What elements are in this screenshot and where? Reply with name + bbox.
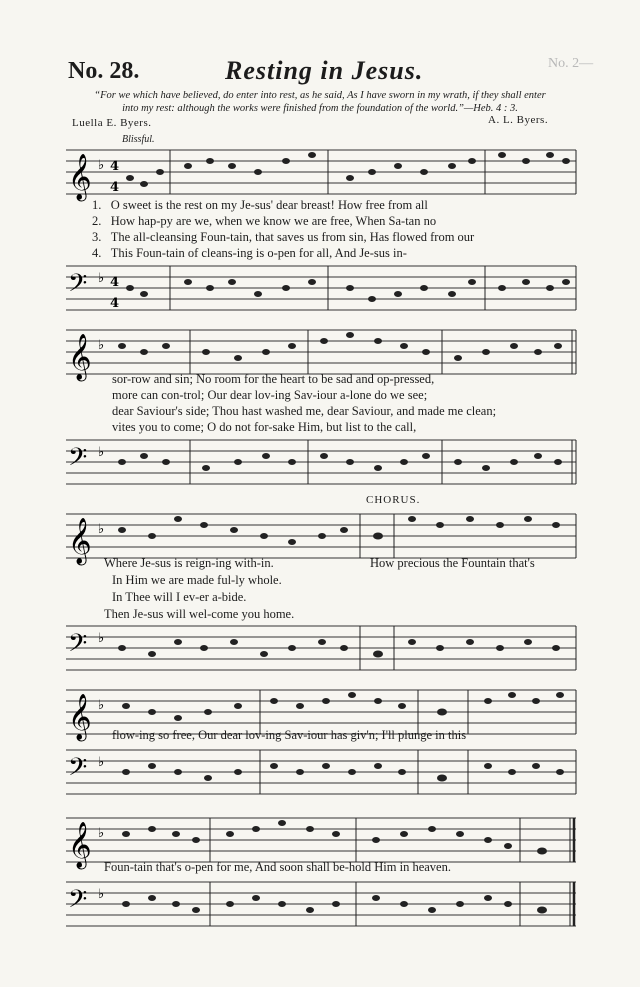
svg-text:𝄞: 𝄞 bbox=[68, 154, 92, 200]
svg-text:𝄢: 𝄢 bbox=[68, 753, 88, 788]
tempo-marking: Blissful. bbox=[122, 134, 155, 145]
svg-text:𝄢: 𝄢 bbox=[68, 443, 88, 478]
scripture-quote: “For we which have believed, do enter into rest, as he said, As I have sworn in my wrath, if they shall enter into my rest: although the works were finished from the foundation of the world.”—Heb. 4 : 3. bbox=[94, 90, 546, 114]
svg-text:♭: ♭ bbox=[98, 631, 105, 646]
svg-text:♭: ♭ bbox=[98, 826, 105, 841]
verse-1-line-1: 1. O sweet is the rest on my Je-sus' dear breast! How free from all bbox=[92, 198, 428, 212]
next-hymn-bleedthrough: No. 2— bbox=[548, 56, 594, 71]
svg-text:♭: ♭ bbox=[98, 338, 105, 353]
chorus-line-1: How precious the Fountain that's bbox=[370, 556, 535, 570]
svg-text:𝄞: 𝄞 bbox=[68, 334, 92, 380]
svg-text:4: 4 bbox=[110, 180, 120, 195]
hymn-title: Resting in Jesus. bbox=[225, 56, 424, 85]
svg-text:♭: ♭ bbox=[98, 698, 105, 713]
svg-text:♭: ♭ bbox=[98, 445, 105, 460]
bass-staff-system-1 bbox=[60, 258, 580, 320]
svg-text:♭: ♭ bbox=[98, 755, 105, 770]
treble-staff-system-1 bbox=[60, 142, 580, 204]
verse-4-line-1: 4. This Foun-tain of cleans-ing is o-pen for all, And Je-sus in- bbox=[92, 246, 407, 260]
verse-3-line-2: dear Saviour's side; Thou hast washed me, dear Saviour, and made me clean; bbox=[112, 404, 497, 418]
svg-text:𝄞: 𝄞 bbox=[68, 822, 92, 868]
svg-text:♭: ♭ bbox=[98, 158, 105, 173]
svg-text:♭: ♭ bbox=[98, 887, 105, 902]
verse-4-line-3: Then Je-sus will wel-come you home. bbox=[104, 607, 295, 621]
svg-text:𝄞: 𝄞 bbox=[68, 694, 92, 740]
svg-text:4: 4 bbox=[110, 275, 120, 290]
svg-text:4: 4 bbox=[110, 159, 120, 174]
svg-text:𝄢: 𝄢 bbox=[68, 885, 88, 920]
svg-text:𝄢: 𝄢 bbox=[68, 269, 88, 304]
verse-2-line-2: more can con-trol; Our dear lov-ing Sav-iour a-lone do we see; bbox=[112, 388, 428, 402]
bass-staff-system-4 bbox=[60, 742, 580, 804]
hymn-number: No. 28. bbox=[68, 58, 140, 84]
svg-text:♭: ♭ bbox=[98, 271, 105, 286]
composer-credit: A. L. Byers. bbox=[488, 114, 549, 126]
chorus-line-3: Foun-tain that's o-pen for me, And soon shall be-hold Him in heaven. bbox=[104, 860, 451, 874]
svg-text:𝄢: 𝄢 bbox=[68, 629, 88, 664]
verse-2-line-1: 2. How hap-py are we, when we know we are free, When Sa-tan no bbox=[92, 214, 437, 228]
verse-3-line-3: In Thee will I ev-er a-bide. bbox=[112, 590, 247, 604]
bass-staff-system-2 bbox=[60, 432, 580, 494]
chorus-label: CHORUS. bbox=[366, 494, 421, 506]
verse-4-line-2: vites you to come; O do not for-sake Him, but list to the call, bbox=[112, 420, 417, 434]
lyricist-credit: Luella E. Byers. bbox=[72, 117, 152, 129]
verse-2-line-3: In Him we are made ful-ly whole. bbox=[112, 573, 282, 587]
verse-1-line-3: Where Je-sus is reign-ing with-in. bbox=[104, 556, 274, 570]
svg-text:4: 4 bbox=[110, 296, 120, 311]
verse-1-line-2: sor-row and sin; No room for the heart to be sad and op-pressed, bbox=[112, 372, 435, 386]
verse-3-line-1: 3. The all-cleansing Foun-tain, that saves us from sin, Has flowed from our bbox=[92, 230, 475, 244]
chorus-line-2: flow-ing so free, Our dear lov-ing Sav-iour has giv'n; I'll plunge in this bbox=[112, 728, 467, 742]
svg-text:𝄞: 𝄞 bbox=[68, 518, 92, 564]
bass-staff-system-3 bbox=[60, 618, 580, 680]
svg-text:♭: ♭ bbox=[98, 522, 105, 537]
bass-staff-system-5 bbox=[60, 874, 580, 936]
